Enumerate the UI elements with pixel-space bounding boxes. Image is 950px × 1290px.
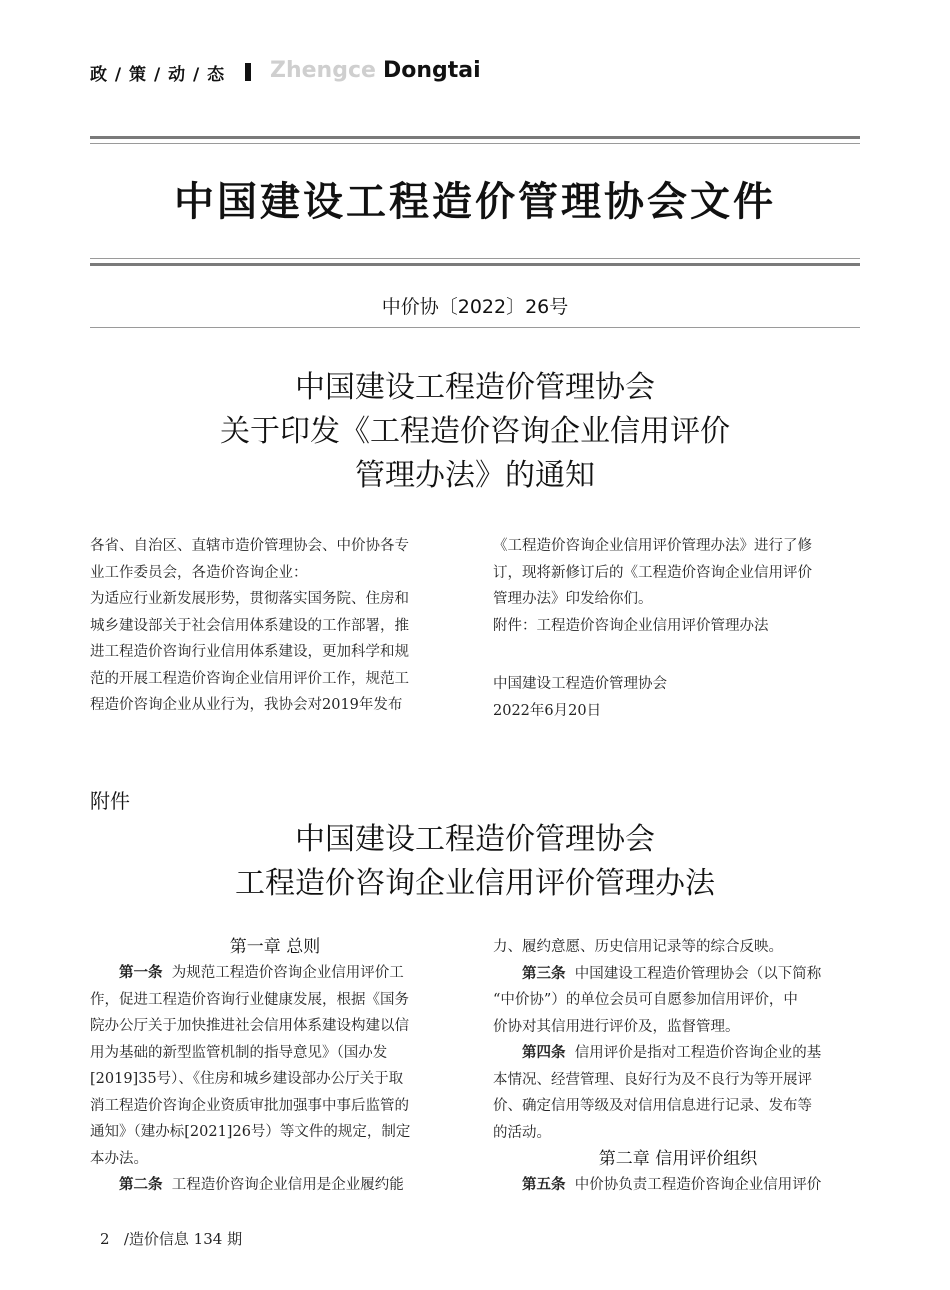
article-2 xyxy=(90,1172,460,1199)
notice-line: 进工程造价咨询行业信用体系建设，更加科学和规 xyxy=(90,644,409,660)
article-1-line: 用为基础的新型监管机制的指导意见》（国办发 xyxy=(90,1044,388,1061)
article-3-label: 第三条 xyxy=(522,965,566,982)
page-number: 2 xyxy=(100,1230,110,1248)
chapter-2-heading: 第二章 信用评价组织 xyxy=(598,1149,758,1169)
attachment-label: 附件 xyxy=(90,789,130,813)
doc-number-rule xyxy=(90,327,860,328)
notice-title-line-2: 关于印发《工程造价咨询企业信用评价 xyxy=(220,414,730,449)
attachment-title xyxy=(90,818,860,906)
masthead-title: 中国建设工程造价管理协会文件 xyxy=(174,178,776,225)
document-number: 中价协〔2022〕26号 xyxy=(381,296,569,318)
notice-line: 业工作委员会，各造价咨询企业： xyxy=(90,564,308,581)
chapter-1-heading: 第一章 总则 xyxy=(229,937,321,957)
notice-line: 管理办法》印发给你们。 xyxy=(493,591,653,607)
notice-body-right xyxy=(493,533,863,639)
notice-signature xyxy=(493,671,863,724)
notice-title-line-3: 管理办法》的通知 xyxy=(355,458,595,493)
article-3-line: 价协对其信用进行评价及，监督管理。 xyxy=(493,1018,740,1035)
notice-line: 《工程造价咨询企业信用评价管理办法》进行了修 xyxy=(493,538,812,554)
article-4-line: 本情况、经营管理、良好行为及不良行为等开展评 xyxy=(493,1071,812,1088)
article-1-line: 院办公厅关于加快推进社会信用体系建设构建以信 xyxy=(90,1018,409,1034)
article-5-text: 中价协负责工程造价咨询企业信用评价 xyxy=(574,1177,822,1193)
article-4 xyxy=(493,1040,863,1067)
article-2-continued: 力、履约意愿、历史信用记录等的综合反映。 xyxy=(493,939,783,955)
article-2-label: 第二条 xyxy=(119,1177,163,1193)
notice-line: 为适应行业新发展形势，贯彻落实国务院、住房和 xyxy=(90,591,409,607)
masthead-bottom-rule xyxy=(90,263,860,266)
article-1-line: 为规范工程造价咨询企业信用评价工 xyxy=(171,965,404,981)
sign-date: 2022年6月20日 xyxy=(493,702,602,719)
article-1-line: 作，促进工程造价咨询行业健康发展，根据《国务 xyxy=(90,991,409,1008)
attachment-body-right xyxy=(493,934,863,1199)
notice-line: 范的开展工程造价咨询企业信用评价工作，规范工 xyxy=(90,670,409,687)
masthead-top-rule-thin xyxy=(90,143,860,144)
article-3 xyxy=(493,961,863,988)
article-1-label: 第一条 xyxy=(119,965,163,981)
notice-line: 城乡建设部关于社会信用体系建设的工作部署，推 xyxy=(90,617,409,634)
notice-line: 程造价咨询企业从业行为，我协会对2019年发布 xyxy=(90,697,403,713)
article-1 xyxy=(90,960,460,987)
article-4-line: 信用评价是指对工程造价咨询企业的基 xyxy=(574,1045,822,1061)
column-divider-bar xyxy=(245,63,251,81)
attachment-title-line-2: 工程造价咨询企业信用评价管理办法 xyxy=(235,866,715,901)
signer: 中国建设工程造价管理协会 xyxy=(493,676,667,692)
notice-title xyxy=(90,366,860,498)
column-title-en-light: Zhengce xyxy=(270,58,376,83)
notice-body-left xyxy=(90,533,460,719)
article-1-line: 本办法。 xyxy=(90,1150,148,1167)
masthead-top-rule xyxy=(90,136,860,139)
article-3-line: “中价协”）的单位会员可自愿参加信用评价，中 xyxy=(493,992,798,1008)
article-1-line: 消工程造价咨询企业资质审批加强事中事后监管的 xyxy=(90,1097,409,1114)
article-4-line: 的活动。 xyxy=(493,1124,551,1141)
article-5-label: 第五条 xyxy=(522,1177,566,1193)
notice-line: 各省、自治区、直辖市造价管理协会、中价协各专 xyxy=(90,538,409,554)
notice-title-line-1: 中国建设工程造价管理协会 xyxy=(295,370,655,405)
article-4-line: 价、确定信用等级及对信用信息进行记录、发布等 xyxy=(493,1098,812,1114)
column-title-cn: 政 / 策 / 动 / 态 xyxy=(90,65,226,85)
masthead-bottom-rule-thin xyxy=(90,258,860,259)
column-title-en-dark: Dongtai xyxy=(383,58,481,83)
article-1-line: 通知》（建办标[2021]26号）等文件的规定，制定 xyxy=(90,1124,411,1140)
article-2-text: 工程造价咨询企业信用是企业履约能 xyxy=(171,1177,404,1193)
page-footer xyxy=(100,1228,242,1249)
article-4-label: 第四条 xyxy=(522,1045,566,1061)
notice-line: 订，现将新修订后的《工程造价咨询企业信用评价 xyxy=(493,564,812,581)
article-5 xyxy=(493,1172,863,1199)
attachment-title-line-1: 中国建设工程造价管理协会 xyxy=(295,822,655,857)
article-1-line: [2019]35号）、《住房和城乡建设部办公厅关于取 xyxy=(90,1071,404,1087)
article-3-line: 中国建设工程造价管理协会（以下简称 xyxy=(574,965,822,982)
notice-line: 附件：工程造价咨询企业信用评价管理办法 xyxy=(493,617,769,634)
attachment-body-left xyxy=(90,934,460,1199)
issue-label: /造价信息 134 期 xyxy=(123,1230,243,1248)
